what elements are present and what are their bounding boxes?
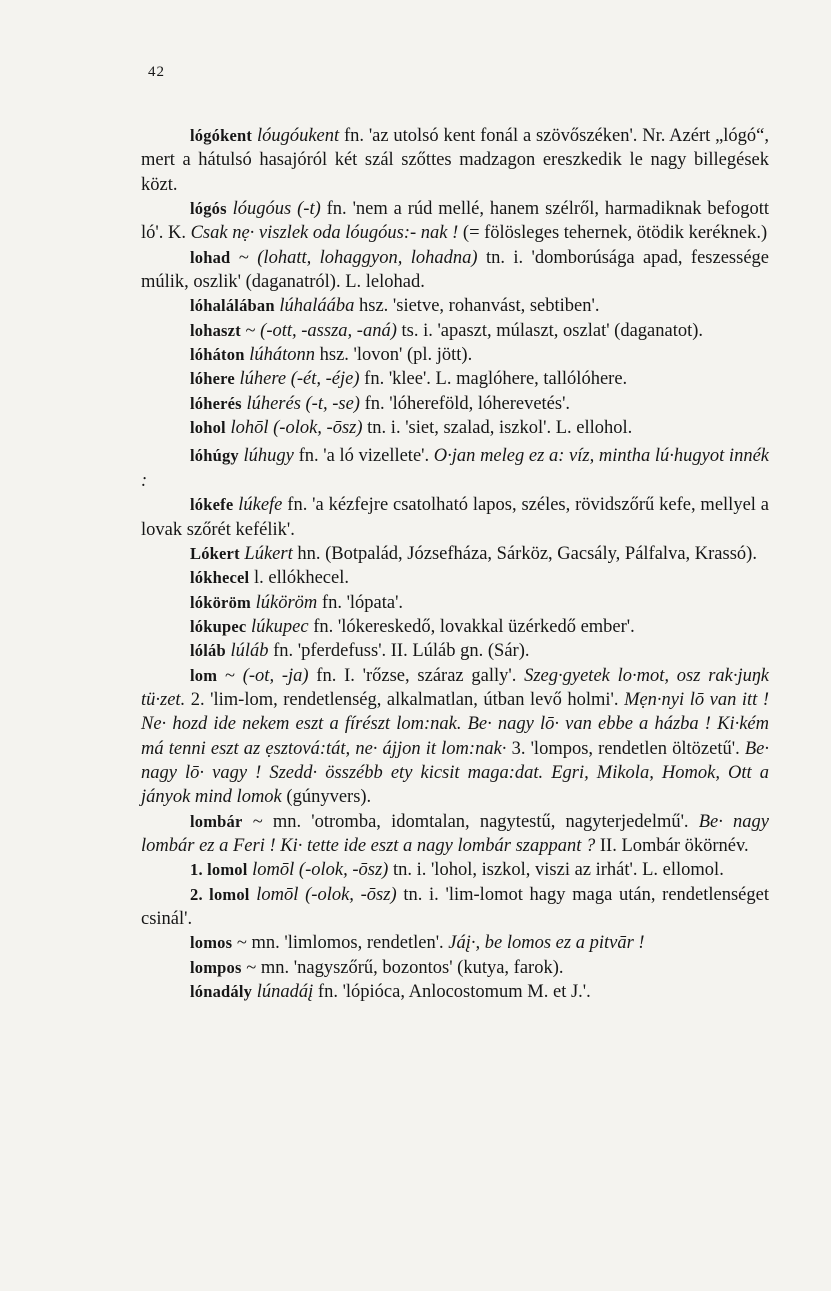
- dictionary-entry: [141, 980, 769, 1004]
- entry-headword: lóköröm: [190, 592, 251, 612]
- entry-text: ~: [217, 665, 243, 686]
- entry-italic-text: lúhere (-ét, -éje): [239, 369, 360, 390]
- entry-headword: lohad: [190, 247, 231, 267]
- dictionary-entry: [141, 246, 769, 295]
- entry-headword: lom: [190, 665, 218, 685]
- entry-headword: lóhúgy: [190, 446, 239, 466]
- entry-text: tn. i. 'lim-lomot hagy maga után, rendetlenséget csinál'.: [141, 884, 769, 929]
- entry-text: tn. i. 'siet, szalad, iszkol'. L. ellohol.: [362, 418, 633, 439]
- entry-text: fn. 'az utolsó kent fonál a szövőszéken'. Nr. Azért „lógó“, mert a hátulsó hasajóról két szál szőttes madzagon ereszkedik le nagy billegések közt.: [141, 126, 770, 195]
- entry-text: (= fölösleges tehernek, ötödik keréknek.): [458, 223, 768, 244]
- entry-text: fn. 'nem a rúd mellé, hanem szélről, harmadiknak befogott ló'. K.: [141, 199, 770, 244]
- entry-italic-text: lúherés (-t, -se): [246, 393, 360, 414]
- entry-italic-text: (-ot, -ja): [242, 665, 309, 686]
- dictionary-entry: [141, 197, 769, 246]
- dictionary-entry: [141, 319, 769, 343]
- entry-text: II. Lombár ökörnév.: [595, 835, 749, 856]
- entry-text: tn. i. 'domborúsága apad, feszessége múlik, oszlik' (daganatról). L. lelohad.: [141, 247, 769, 293]
- entry-text: hsz. 'sietve, rohanvást, sebtiben'.: [354, 296, 600, 317]
- entry-headword: lombár: [190, 811, 243, 831]
- entry-italic-text: Szeg·gyetek lo·mot, osz rak·juŋk tü·zet.: [141, 665, 769, 710]
- entry-headword: lógókent: [190, 126, 253, 145]
- entry-text: fn. 'lópióca, Anlocostomum M. et J.'.: [313, 982, 591, 1003]
- page-number: 42: [148, 64, 165, 80]
- entry-italic-text: Jáį·, be lomos ez a pitvār !: [448, 933, 645, 954]
- entry-text: ts. i. 'apaszt, múlaszt, oszlat' (daganatot).: [396, 320, 704, 341]
- dictionary-entry: [141, 615, 769, 639]
- entry-headword: lóháton: [190, 345, 245, 365]
- dictionary-entry: [141, 416, 769, 440]
- entry-text: fn. 'lókereskedő, lovakkal üzérkedő ember'.: [308, 616, 635, 637]
- entry-italic-text: Csak nẹ· viszlek oda lóugóus:- nak !: [190, 223, 459, 244]
- entry-italic-text: lúhaláába: [279, 296, 355, 317]
- entry-headword: lóhalálában: [190, 296, 275, 316]
- dictionary-column: [141, 124, 769, 1004]
- entry-italic-text: (lohatt, lohaggyon, lohadna): [257, 247, 478, 268]
- entry-headword: lókefe: [190, 495, 234, 515]
- entry-text: ~: [230, 247, 258, 268]
- dictionary-entry: [141, 294, 769, 318]
- entry-italic-text: lúkefe: [238, 495, 283, 516]
- entry-text: (gúnyvers).: [281, 787, 372, 808]
- entry-text: fn. 'lóhereföld, lóherevetés'.: [359, 393, 571, 414]
- entry-text: l. ellókhecel.: [249, 568, 349, 589]
- entry-headword: lóláb: [190, 641, 226, 661]
- entry-italic-text: lóugóus (-t): [232, 199, 321, 220]
- dictionary-entry: [141, 858, 769, 882]
- dictionary-entry: [141, 810, 769, 859]
- entry-text: ~ mn. 'limlomos, rendetlen'.: [232, 933, 449, 954]
- entry-text: fn. 'lópata'.: [317, 592, 404, 613]
- entry-headword: lónadály: [190, 982, 253, 1002]
- entry-headword: 1. lomol: [190, 860, 248, 880]
- entry-italic-text: lúhátonn: [249, 345, 315, 366]
- entry-italic-text: Lúkert: [244, 543, 293, 564]
- entry-headword: lompos: [190, 957, 242, 977]
- entry-headword: lohaszt: [190, 320, 241, 340]
- dictionary-entry: [141, 367, 769, 391]
- entry-text: ~ mn. 'otromba, idomtalan, nagytestű, nagyterjedelmű'.: [242, 811, 699, 832]
- dictionary-entry: [141, 931, 769, 955]
- entry-italic-text: lúköröm: [255, 592, 318, 613]
- entry-headword: lógós: [190, 199, 227, 219]
- dictionary-entry: [141, 639, 769, 663]
- entry-text: ~: [240, 320, 261, 341]
- dictionary-entry: [141, 883, 769, 932]
- dictionary-entry: [141, 343, 769, 367]
- entry-italic-text: O·jan meleg ez a: víz, mintha lú·hugyot innék :: [141, 446, 769, 491]
- entry-headword: lókupec: [190, 616, 247, 636]
- entry-text: hn. (Botpalád, Józsefháza, Sárköz, Gacsály, Pálfalva, Krassó).: [292, 543, 757, 564]
- dictionary-entry: [141, 956, 769, 980]
- entry-italic-text: lomōl (-olok, -ōsz): [252, 860, 389, 881]
- entry-italic-text: lúkupec: [251, 616, 309, 637]
- dictionary-entry: [141, 542, 769, 566]
- dictionary-entry: [141, 664, 769, 810]
- entry-italic-text: lúláb: [230, 641, 269, 662]
- entry-headword: lomos: [190, 933, 233, 953]
- dictionary-entry: [141, 591, 769, 615]
- entry-text: fn. I. 'rőzse, száraz gally'.: [308, 665, 525, 686]
- entry-headword: 2. lomol: [190, 884, 250, 904]
- entry-text: hsz. 'lovon' (pl. jött).: [315, 345, 473, 366]
- entry-italic-text: lúnadáį: [256, 982, 314, 1003]
- entry-headword: lohol: [190, 418, 226, 438]
- entry-text: tn. i. 'lohol, iszkol, viszi az irhát'. L. ellomol.: [388, 860, 724, 881]
- dictionary-entry: [141, 392, 769, 416]
- entry-italic-text: lomōl (-olok, -ōsz): [256, 884, 397, 905]
- dictionary-entry: [141, 444, 769, 493]
- entry-italic-text: Be· nagy lō· vagy ! Szedd· összébb ety kicsit maga:dat. Egri, Mikola, Homok, Ott a jányok mind lomok: [141, 738, 769, 808]
- entry-headword: Lókert: [190, 543, 240, 563]
- entry-italic-text: lúhugy: [243, 446, 294, 467]
- entry-text: fn. 'a kézfejre csatolható lapos, széles, rövidszőrű kefe, mellyel a lovak szőrét kefélik'.: [141, 495, 769, 540]
- entry-text: ~ mn. 'nagyszőrű, bozontos' (kutya, farok).: [241, 957, 564, 978]
- entry-italic-text: Mẹn·nyi lō van itt ! Ne· hozd ide nekem eszt a fírészt lom:nak. Be· nagy lō· van ebbe a házba ! Ki·kém má tenni eszt az ẹsztová:tát, ne· ájjon it lom:nak·: [141, 689, 769, 759]
- entry-italic-text: Be· nagy lombár ez a Feri ! Ki· tette ide eszt a nagy lombár szappant ?: [141, 811, 769, 856]
- entry-headword: lókhecel: [190, 568, 250, 588]
- entry-text: 3. 'lompos, rendetlen öltözetű'.: [506, 738, 745, 759]
- dictionary-entry: [141, 566, 769, 590]
- entry-headword: lóherés: [190, 393, 242, 413]
- entry-text: fn. 'klee'. L. maglóhere, tallólóhere.: [359, 369, 628, 390]
- entry-text: fn. 'a ló vizellete'.: [293, 446, 434, 467]
- entry-italic-text: lohōl (-olok, -ōsz): [230, 418, 363, 439]
- entry-text: fn. 'pferdefuss'. II. Lúláb gn. (Sár).: [268, 641, 530, 662]
- entry-text: 2. 'lim-lom, rendetlenség, alkalmatlan, útban levő holmi'.: [185, 689, 625, 710]
- entry-headword: lóhere: [190, 369, 235, 389]
- dictionary-entry: [141, 493, 769, 542]
- entry-italic-text: (-ott, -assza, -aná): [260, 320, 397, 341]
- dictionary-entry: [141, 124, 769, 197]
- entry-italic-text: lóugóukent: [256, 126, 340, 146]
